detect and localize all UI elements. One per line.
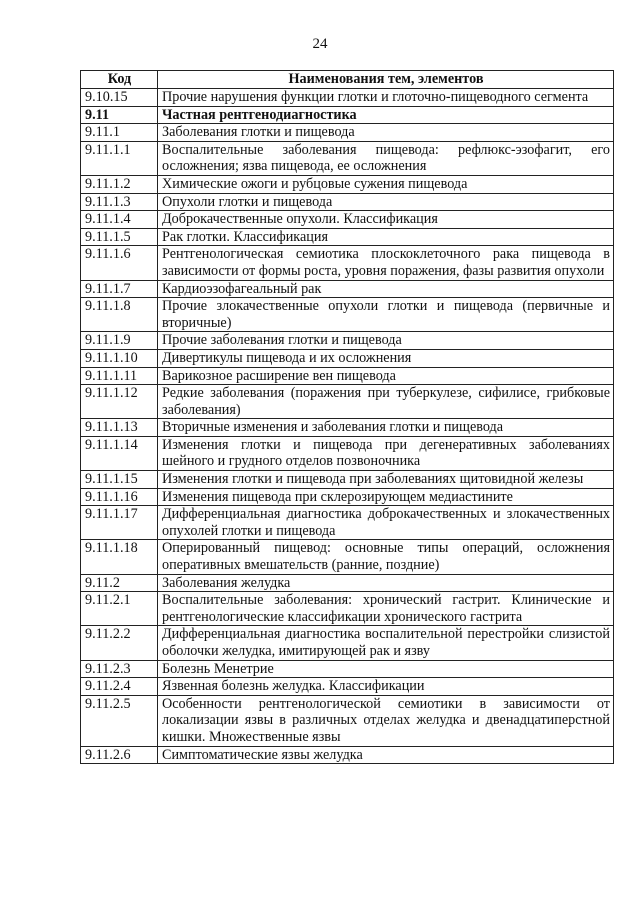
table-row bbox=[81, 419, 614, 437]
topic-code: 9.11.1.15 bbox=[81, 471, 158, 489]
topic-code: 9.11.1.18 bbox=[81, 540, 158, 574]
topic-code: 9.11.1.9 bbox=[81, 332, 158, 350]
topic-code: 9.11.2.3 bbox=[81, 660, 158, 678]
topic-code: 9.11.1.17 bbox=[81, 506, 158, 540]
topic-code: 9.11.1.14 bbox=[81, 436, 158, 470]
topic-code: 9.11.2.1 bbox=[81, 592, 158, 626]
table-header-row bbox=[81, 71, 614, 89]
topic-code: 9.11.2 bbox=[81, 574, 158, 592]
topic-name: Редкие заболевания (поражения при туберкулезе, сифилисе, грибковые заболевания) bbox=[158, 385, 614, 419]
topic-code: 9.11.1.5 bbox=[81, 228, 158, 246]
table-row bbox=[81, 89, 614, 107]
table-row bbox=[81, 349, 614, 367]
topic-name: Изменения глотки и пищевода при дегенеративных заболеваниях шейного и грудного отделов позвоночника bbox=[158, 436, 614, 470]
table-row bbox=[81, 592, 614, 626]
table-row bbox=[81, 175, 614, 193]
topic-name: Дифференциальная диагностика доброкачественных и злокачественных опухолей глотки и пищевода bbox=[158, 506, 614, 540]
topic-name: Доброкачественные опухоли. Классификация bbox=[158, 211, 614, 229]
topic-code: 9.11.1 bbox=[81, 124, 158, 142]
topic-code: 9.11.1.1 bbox=[81, 141, 158, 175]
topic-name: Прочие нарушения функции глотки и глоточно-пищеводного сегмента bbox=[158, 89, 614, 107]
table-row bbox=[81, 695, 614, 746]
topic-name: Особенности рентгенологической семиотики в зависимости от локализации язвы в различных отделах желудка и двенадцатиперстной кишки. Множественные язвы bbox=[158, 695, 614, 746]
topic-name: Частная рентгенодиагностика bbox=[158, 106, 614, 124]
table-section-row bbox=[81, 106, 614, 124]
table-row bbox=[81, 298, 614, 332]
topic-code: 9.11.1.8 bbox=[81, 298, 158, 332]
table-row bbox=[81, 332, 614, 350]
topic-name: Воспалительные заболевания: хронический гастрит. Клинические и рентгенологические классификации хронического гастрита bbox=[158, 592, 614, 626]
page-number: 24 bbox=[312, 36, 328, 52]
topic-code: 9.10.15 bbox=[81, 89, 158, 107]
topic-code: 9.11.1.16 bbox=[81, 488, 158, 506]
topic-code: 9.11 bbox=[81, 106, 158, 124]
topic-name: Болезнь Менетрие bbox=[158, 660, 614, 678]
name-column-header: Наименования тем, элементов bbox=[158, 71, 614, 89]
table-row bbox=[81, 488, 614, 506]
table-row bbox=[81, 211, 614, 229]
table-row bbox=[81, 280, 614, 298]
topic-code: 9.11.1.6 bbox=[81, 246, 158, 280]
table-row bbox=[81, 124, 614, 142]
topics-table bbox=[80, 70, 614, 764]
table-row bbox=[81, 540, 614, 574]
topic-code: 9.11.1.2 bbox=[81, 175, 158, 193]
topic-name: Химические ожоги и рубцовые сужения пищевода bbox=[158, 175, 614, 193]
topic-code: 9.11.2.6 bbox=[81, 746, 158, 764]
table-row bbox=[81, 746, 614, 764]
topic-code: 9.11.1.10 bbox=[81, 349, 158, 367]
topic-name: Варикозное расширение вен пищевода bbox=[158, 367, 614, 385]
table-row bbox=[81, 626, 614, 660]
topic-name: Заболевания глотки и пищевода bbox=[158, 124, 614, 142]
topic-name: Вторичные изменения и заболевания глотки и пищевода bbox=[158, 419, 614, 437]
topic-code: 9.11.1.4 bbox=[81, 211, 158, 229]
table-row bbox=[81, 660, 614, 678]
topic-name: Прочие злокачественные опухоли глотки и пищевода (первичные и вторичные) bbox=[158, 298, 614, 332]
topic-name: Рак глотки. Классификация bbox=[158, 228, 614, 246]
topic-code: 9.11.1.13 bbox=[81, 419, 158, 437]
table-row bbox=[81, 385, 614, 419]
table-row bbox=[81, 246, 614, 280]
table-row bbox=[81, 228, 614, 246]
topic-name: Изменения глотки и пищевода при заболеваниях щитовидной железы bbox=[158, 471, 614, 489]
table-row bbox=[81, 471, 614, 489]
topic-name: Дивертикулы пищевода и их осложнения bbox=[158, 349, 614, 367]
topic-code: 9.11.1.3 bbox=[81, 193, 158, 211]
topic-name: Опухоли глотки и пищевода bbox=[158, 193, 614, 211]
topic-code: 9.11.1.12 bbox=[81, 385, 158, 419]
topic-name: Симптоматические язвы желудка bbox=[158, 746, 614, 764]
topic-code: 9.11.1.7 bbox=[81, 280, 158, 298]
table-row bbox=[81, 193, 614, 211]
table-row bbox=[81, 506, 614, 540]
topic-name: Кардиоэзофагеальный рак bbox=[158, 280, 614, 298]
table-row bbox=[81, 678, 614, 696]
topic-name: Воспалительные заболевания пищевода: рефлюкс-эзофагит, его осложнения; язва пищевода, ее осложнения bbox=[158, 141, 614, 175]
topic-code: 9.11.2.2 bbox=[81, 626, 158, 660]
code-column-header: Код bbox=[81, 71, 158, 89]
topic-name: Дифференциальная диагностика воспалительной перестройки слизистой оболочки желудка, имитирующей рак и язву bbox=[158, 626, 614, 660]
topic-name: Заболевания желудка bbox=[158, 574, 614, 592]
topic-name: Оперированный пищевод: основные типы операций, осложнения оперативных вмешательств (ранние, поздние) bbox=[158, 540, 614, 574]
table-row bbox=[81, 141, 614, 175]
table-row bbox=[81, 574, 614, 592]
topic-name: Прочие заболевания глотки и пищевода bbox=[158, 332, 614, 350]
topic-name: Изменения пищевода при склерозирующем медиастините bbox=[158, 488, 614, 506]
topic-name: Язвенная болезнь желудка. Классификации bbox=[158, 678, 614, 696]
topic-code: 9.11.2.5 bbox=[81, 695, 158, 746]
table-row bbox=[81, 436, 614, 470]
table-row bbox=[81, 367, 614, 385]
topic-name: Рентгенологическая семиотика плоскоклеточного рака пищевода в зависимости от формы роста, уровня поражения, фазы развития опухоли bbox=[158, 246, 614, 280]
topic-code: 9.11.1.11 bbox=[81, 367, 158, 385]
topic-code: 9.11.2.4 bbox=[81, 678, 158, 696]
